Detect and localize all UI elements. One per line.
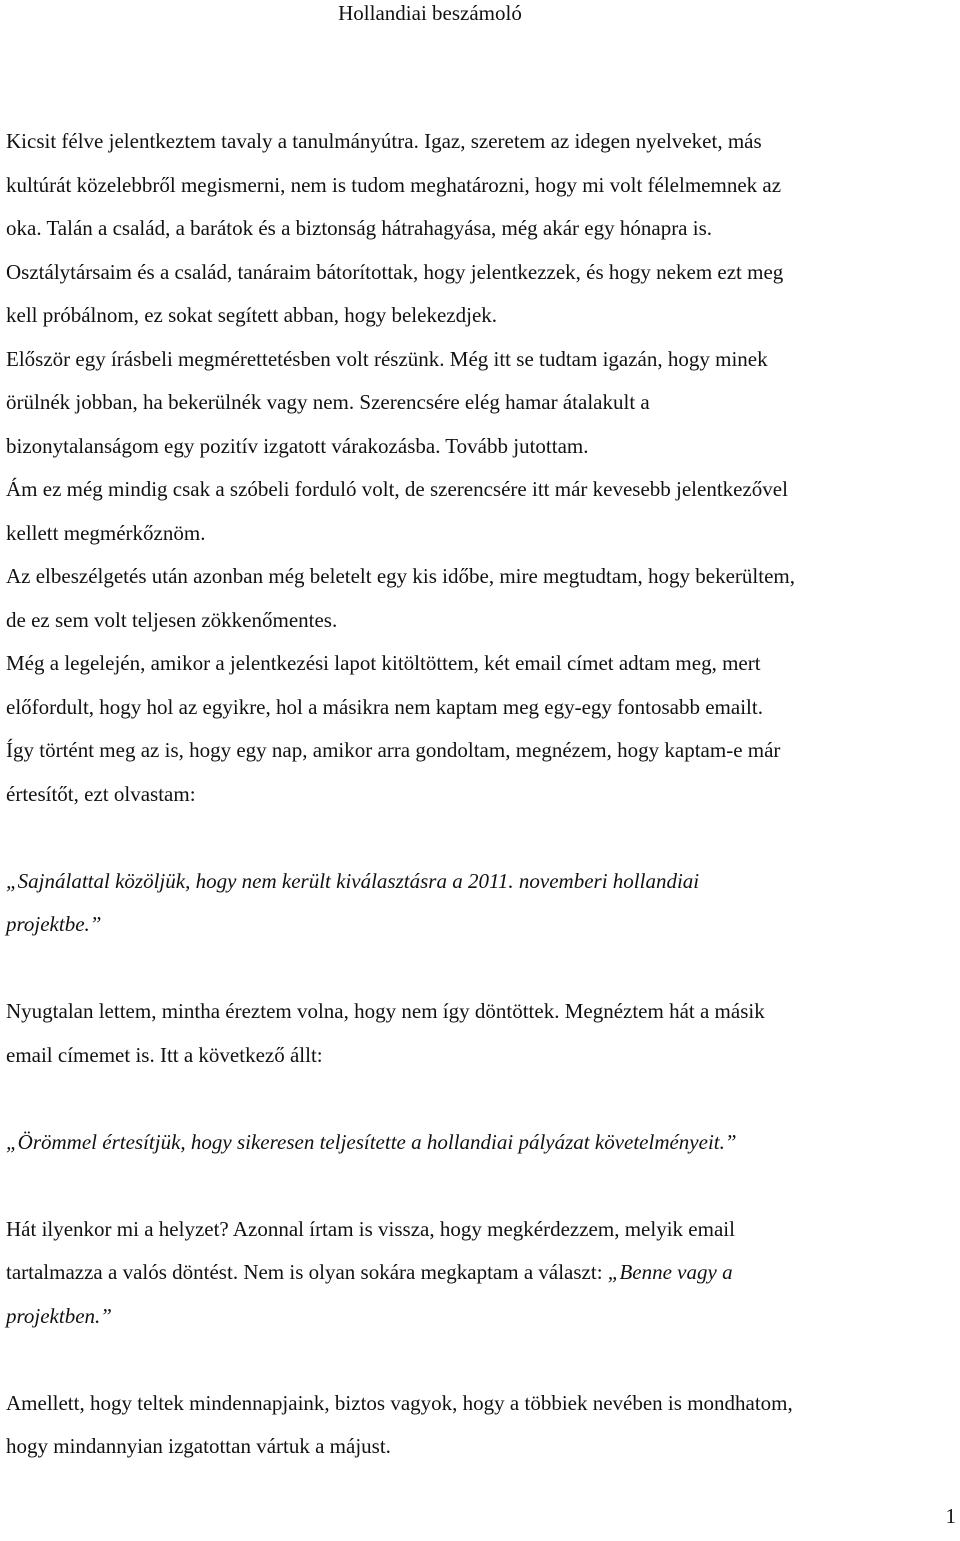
paragraph-gap [6,1164,958,1208]
text-line: értesítőt, ezt olvastam: [6,781,196,806]
text-line: Amellett, hogy teltek mindennapjaink, biztos vagyok, hogy a többiek nevében is mondhatom, [6,1390,793,1415]
text-line: de ez sem volt teljesen zökkenőmentes. [6,607,338,632]
text-line: kultúrát közelebbről megismerni, nem is tudom meghatározni, hogy mi volt félelmemnek az [6,172,782,197]
quote-line: „Örömmel értesítjük, hogy sikeresen teljesítette a hollandiai pályázat követelményeit.” [6,1129,737,1154]
text-line: örülnék jobban, ha bekerülnék vagy nem. Szerencsére elég hamar átalakult a [6,390,650,414]
text-line: Az elbeszélgetés után azonban még beletelt egy kis időbe, mire megtudtam, hogy bekerültem, [6,564,795,588]
text-line: Kicsit félve jelentkeztem tavaly a tanulmányútra. Igaz, szeretem az idegen nyelveket, más [6,129,762,153]
text-line: Ám ez még mindig csak a szóbeli forduló volt, de szerencsére itt már kevesebb jelentkezővel [6,477,788,501]
text-line: kell próbálnom, ez sokat segített abban, hogy belekezdjek. [6,303,498,327]
quote-line: „Sajnálattal közöljük, hogy nem került kiválasztásra a 2011. novemberi hollandiai [6,868,700,893]
text-line: Nyugtalan lettem, mintha éreztem volna, hogy nem így döntöttek. Megnéztem hát a másik [6,999,765,1023]
paragraph-gap [6,947,958,991]
paragraph-gap [6,1077,958,1121]
quote-line: projektben.” [6,1303,112,1328]
text-line: hogy mindannyian izgatottan vártuk a májust. [6,1434,391,1458]
document-title: Hollandiai beszámoló [338,1,522,25]
text-line: oka. Talán a család, a barátok és a biztonság hátrahagyása, még akár egy hónapra is. [6,216,713,240]
text-line: Még a legelején, amikor a jelentkezési lapot kitöltöttem, két email címet adtam meg, mert [6,651,761,675]
paragraph-gap [6,1338,958,1382]
text-line [6,1251,958,1295]
text-segment: tartalmazza a valós döntést. Nem is olyan sokára megkaptam a választ: [6,1260,608,1284]
text-line: előfordult, hogy hol az egyikre, hol a másikra nem kaptam meg egy-egy fontosabb emailt. [6,694,763,719]
text-line: kellett megmérkőznöm. [6,520,206,545]
text-line: Osztálytársaim és a család, tanáraim bátorítottak, hogy jelentkezzek, és hogy nekem ezt meg [6,259,784,284]
text-line: Így történt meg az is, hogy egy nap, amikor arra gondoltam, megnézem, hogy kaptam-e már [6,738,781,762]
paragraph-gap [6,816,958,860]
text-line: bizonytalanságom egy pozitív izgatott várakozásba. Tovább jutottam. [6,433,589,458]
text-line: Hát ilyenkor mi a helyzet? Azonnal írtam is vissza, hogy megkérdezzem, melyik email [6,1216,735,1241]
text-line: email címemet is. Itt a következő állt: [6,1042,323,1067]
quote-line: projektbe.” [6,912,102,936]
quote-segment: „Benne vagy a [607,1260,733,1284]
page-number: 1 [945,1504,956,1528]
text-line: Először egy írásbeli megmérettetésben volt részünk. Még itt se tudtam igazán, hogy minek [6,346,768,371]
document-body [6,120,958,1469]
